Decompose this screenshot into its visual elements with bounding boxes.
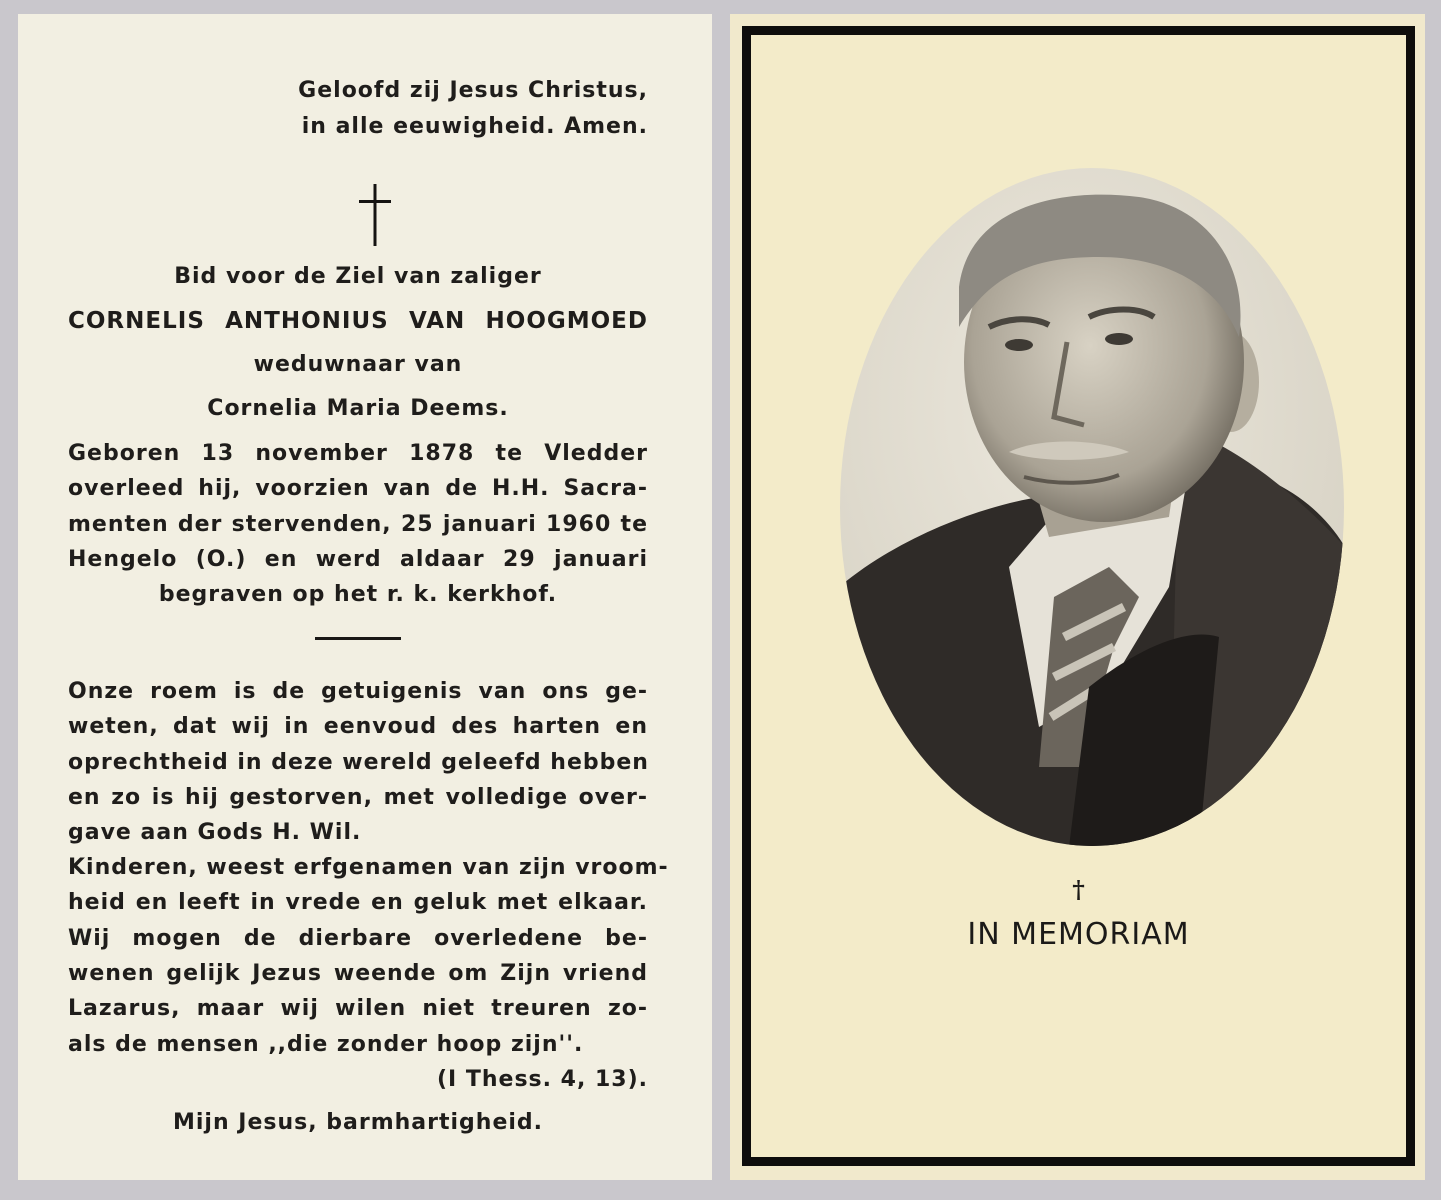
bio-line-5: begraven op het r. k. kerkhof.	[158, 582, 558, 607]
bio-line-4: Hengelo (O.) en werd aldaar 29 januari	[68, 547, 648, 572]
cross-icon	[355, 184, 395, 246]
verse-line-9: wenen gelijk Jezus weende om Zijn vriend	[68, 961, 648, 986]
bio-line-3: menten der stervenden, 25 januari 1960 te	[68, 512, 648, 537]
verse-line-1: Onze roem is de getuigenis van ons ge-	[68, 679, 648, 704]
verse-line-4: en zo is hij gestorven, met volledige over-	[68, 785, 648, 810]
prayer-card-photo-side	[730, 14, 1425, 1180]
black-border-frame	[742, 26, 1415, 1166]
verse-line-5: gave aan Gods H. Wil.	[68, 820, 362, 845]
verse-line-11: als de mensen ,,die zonder hoop zijn''.	[68, 1032, 584, 1057]
prayer-card-text-side	[18, 14, 712, 1180]
in-memoriam-caption: IN MEMORIAM	[967, 917, 1190, 952]
widower-of: weduwnaar van	[253, 352, 463, 377]
opening-prayer-line-2: in alle eeuwigheid. Amen.	[301, 114, 648, 139]
small-cross-icon: †	[1072, 875, 1085, 904]
bio-line-2: overleed hij, voorzien van de H.H. Sacra-	[68, 476, 648, 501]
verse-line-8: Wij mogen de dierbare overledene be-	[68, 926, 648, 951]
verse-line-3: oprechtheid in deze wereld geleefd hebben	[68, 750, 649, 775]
prayer-request: Bid voor de Ziel van zaliger	[174, 264, 542, 289]
verse-line-6: Kinderen, weest erfgenamen van zijn vroom-	[68, 855, 669, 880]
deceased-name: CORNELIS ANTHONIUS VAN HOOGMOED	[68, 308, 648, 334]
verse-line-2: weten, dat wij in eenvoud des harten en	[68, 714, 648, 739]
opening-prayer-line-1: Geloofd zij Jesus Christus,	[298, 78, 648, 103]
closing-prayer: Mijn Jesus, barmhartigheid.	[172, 1110, 544, 1135]
section-divider	[315, 637, 401, 640]
verse-line-10: Lazarus, maar wij wilen niet treuren zo-	[68, 996, 648, 1021]
bible-reference: (I Thess. 4, 13).	[436, 1067, 648, 1092]
bio-line-1: Geboren 13 november 1878 te Vledder	[68, 441, 648, 466]
portrait-photo	[839, 167, 1345, 847]
verse-line-7: heid en leeft in vrede en geluk met elkaar.	[68, 890, 648, 915]
spouse-name: Cornelia Maria Deems.	[207, 396, 509, 421]
